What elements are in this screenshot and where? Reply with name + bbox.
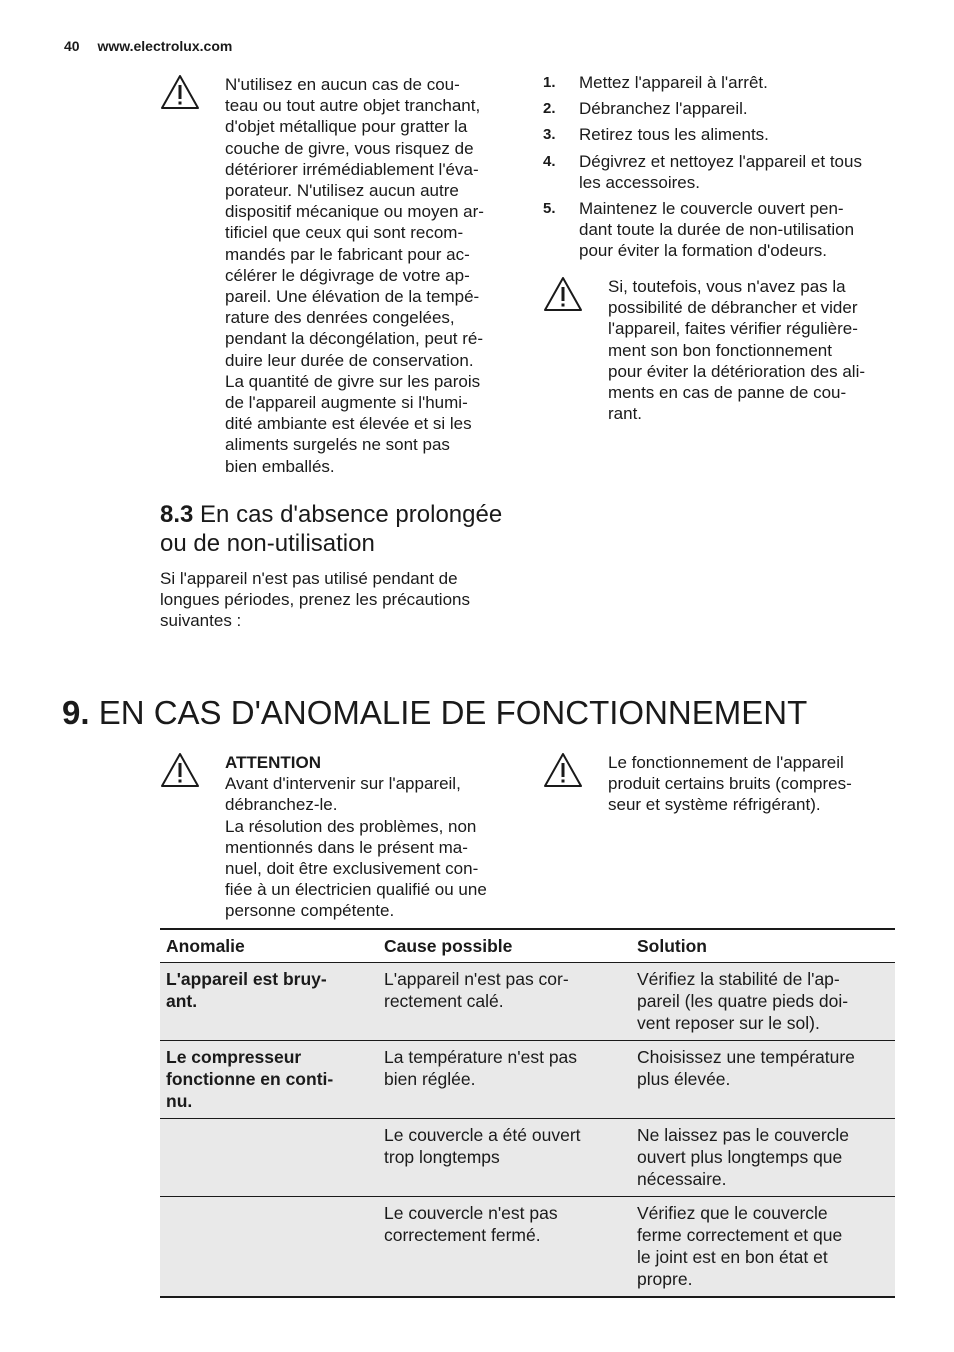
table-row [160, 963, 895, 1041]
cell-text-line: vent reposer sur le sol). [637, 1013, 820, 1033]
text-line: Si l'appareil n'est pas utilisé pendant de [160, 569, 458, 588]
step-text-line: Retirez tous les aliments. [579, 125, 769, 145]
cell-text-line: Le couvercle a été ouvert [384, 1125, 581, 1145]
text-line: Si, toutefois, vous n'avez pas la [608, 277, 846, 296]
text-line: rature des denrées congelées, [225, 308, 455, 328]
text-line: N'utilisez en aucun cas de cou- [225, 75, 460, 94]
step-number: 1. [543, 74, 556, 91]
cell-cause [378, 1119, 631, 1197]
page-number: 40 [64, 38, 80, 54]
table-row [160, 1119, 895, 1197]
steps-list [543, 72, 903, 267]
column-header-anomalie: Anomalie [160, 929, 378, 963]
table-row [160, 1197, 895, 1298]
attention-title: ATTENTION [225, 753, 322, 772]
step-text-line: les accessoires. [579, 172, 700, 192]
text-line: porateur. N'utilisez aucun autre [225, 181, 459, 201]
text-line: débranchez-le. [225, 795, 338, 815]
cell-cause [378, 1197, 631, 1298]
attention-text [225, 752, 525, 922]
cell-text-line: ouvert plus longtemps que [637, 1147, 843, 1167]
noise-note-block [543, 752, 903, 822]
step-text-line: pour éviter la formation d'odeurs. [579, 241, 827, 261]
text-line: mentionnés dans le présent ma- [225, 837, 468, 857]
text-line: seur et système réfrigérant). [608, 795, 821, 815]
warning-triangle-icon [160, 752, 200, 788]
noise-note-text [608, 752, 908, 816]
cell-text-line: pareil (les quatre pieds doi- [637, 991, 849, 1011]
cell-text-line: ant. [166, 991, 198, 1011]
cell-text-line: L'appareil est bruy- [166, 969, 327, 989]
text-line: pendant la décongélation, peut ré- [225, 329, 484, 349]
warning-block-power [543, 276, 903, 426]
table-row [160, 1041, 895, 1119]
warning-block-defrost [160, 74, 520, 474]
warning-triangle-icon [160, 74, 200, 110]
text-line: Avant d'intervenir sur l'appareil, [225, 774, 461, 794]
cell-text-line: nu. [166, 1091, 193, 1111]
warning-text-power [608, 276, 908, 424]
website-url: www.electrolux.com [97, 38, 233, 54]
cell-text-line: Choisissez une température [637, 1047, 855, 1067]
chapter-title: EN CAS D'ANOMALIE DE FONCTIONNEMENT [98, 694, 808, 731]
step-number: 3. [543, 126, 556, 144]
text-line: célérer le dégivrage de votre ap- [225, 265, 470, 285]
cell-text-line: Le couvercle n'est pas [384, 1203, 558, 1223]
cell-text-line: Vérifiez que le couvercle [637, 1203, 828, 1223]
text-line: La résolution des problèmes, non [225, 816, 477, 836]
attention-block [160, 752, 520, 922]
cell-text-line: trop longtemps [384, 1147, 500, 1167]
column-header-cause: Cause possible [378, 929, 631, 963]
table-header-row [160, 929, 895, 963]
cell-anomalie [160, 1119, 378, 1197]
text-line: teau ou tout autre objet tranchant, [225, 96, 481, 116]
cell-cause [378, 1041, 631, 1119]
warning-triangle-icon [543, 752, 583, 788]
cell-text-line: Ne laissez pas le couvercle [637, 1125, 850, 1145]
text-line: ment son bon fonctionnement [608, 340, 832, 360]
step-text-line: Maintenez le couvercle ouvert pen- [579, 199, 844, 219]
section-heading-8-3 [160, 500, 502, 558]
text-line: dispositif mécanique ou moyen ar- [225, 202, 484, 222]
text-line: La quantité de givre sur les parois [225, 371, 481, 391]
text-line: l'appareil, faites vérifier régulière- [608, 319, 858, 339]
cell-text-line: fonctionne en conti- [166, 1069, 334, 1089]
warning-triangle-icon [543, 276, 583, 312]
cell-text-line: rectement calé. [384, 991, 504, 1011]
text-line: pour éviter la détérioration des ali- [608, 361, 866, 381]
chapter-number: 9. [62, 694, 90, 731]
text-line: d'objet métallique pour gratter la [225, 117, 468, 137]
troubleshooting-table [160, 928, 895, 1298]
text-line: de l'appareil augmente si l'humi- [225, 393, 468, 413]
step-number: 5. [543, 200, 556, 218]
text-line: rant. [608, 404, 643, 424]
column-header-solution: Solution [631, 929, 895, 963]
section-number: 8.3 [160, 501, 194, 528]
step-text-line: dant toute la durée de non-utilisation [579, 220, 855, 240]
cell-text-line: nécessaire. [637, 1169, 727, 1189]
list-item [543, 151, 903, 193]
step-text-line: Dégivrez et nettoyez l'appareil et tous [579, 151, 862, 171]
text-line: détériorer irrémédiablement l'éva- [225, 159, 479, 179]
text-line: pareil. Une élévation de la tempé- [225, 287, 480, 307]
cell-solution [631, 963, 895, 1041]
text-line: bien emballés. [225, 456, 335, 476]
step-text-line: Mettez l'appareil à l'arrêt. [579, 73, 768, 92]
step-text-line: Débranchez l'appareil. [579, 99, 748, 119]
text-line: personne compétente. [225, 901, 395, 921]
cell-anomalie [160, 1197, 378, 1298]
cell-solution [631, 1197, 895, 1298]
list-item [543, 98, 903, 119]
cell-anomalie [160, 1041, 378, 1119]
cell-text-line: Vérifiez la stabilité de l'ap- [637, 969, 840, 989]
text-line: fiée à un électricien qualifié ou une [225, 880, 487, 900]
list-item [543, 198, 903, 262]
list-item [543, 124, 903, 145]
cell-solution [631, 1041, 895, 1119]
cell-cause [378, 963, 631, 1041]
section-title-line1: En cas d'absence prolongée [200, 501, 503, 528]
text-line: ments en cas de panne de cou- [608, 383, 847, 403]
cell-text-line: plus élevée. [637, 1069, 731, 1089]
cell-text-line: le joint est en bon état et [637, 1247, 828, 1267]
cell-text-line: correctement fermé. [384, 1225, 541, 1245]
step-number: 4. [543, 152, 556, 170]
text-line: couche de givre, vous risquez de [225, 138, 474, 158]
section-intro-8-3 [160, 568, 470, 632]
text-line: possibilité de débrancher et vider [608, 298, 858, 318]
text-line: suivantes : [160, 611, 242, 631]
page-header [64, 38, 232, 54]
cell-text-line: L'appareil n'est pas cor- [384, 969, 569, 989]
cell-text-line: La température n'est pas [384, 1047, 578, 1067]
section-title-line2: ou de non-utilisation [160, 530, 375, 557]
text-line: nuel, doit être exclusivement con- [225, 859, 479, 879]
text-line: longues périodes, prenez les précautions [160, 590, 470, 610]
list-item [543, 72, 903, 93]
text-line: mandés par le fabricant pour ac- [225, 244, 470, 264]
text-line: dité ambiante est élevée et si les [225, 414, 472, 434]
cell-text-line: ferme correctement et que [637, 1225, 843, 1245]
cell-anomalie [160, 963, 378, 1041]
text-line: aliments surgelés ne sont pas [225, 435, 450, 455]
text-line: produit certains bruits (compres- [608, 774, 852, 794]
text-line: tificiel que ceux qui sont recom- [225, 223, 464, 243]
chapter-heading-9 [62, 693, 807, 733]
warning-text-defrost [225, 74, 525, 477]
cell-text-line: bien réglée. [384, 1069, 476, 1089]
cell-text-line: propre. [637, 1269, 693, 1289]
step-number: 2. [543, 100, 556, 118]
cell-text-line: Le compresseur [166, 1047, 302, 1067]
cell-solution [631, 1119, 895, 1197]
text-line: duire leur durée de conservation. [225, 350, 474, 370]
text-line: Le fonctionnement de l'appareil [608, 753, 844, 772]
